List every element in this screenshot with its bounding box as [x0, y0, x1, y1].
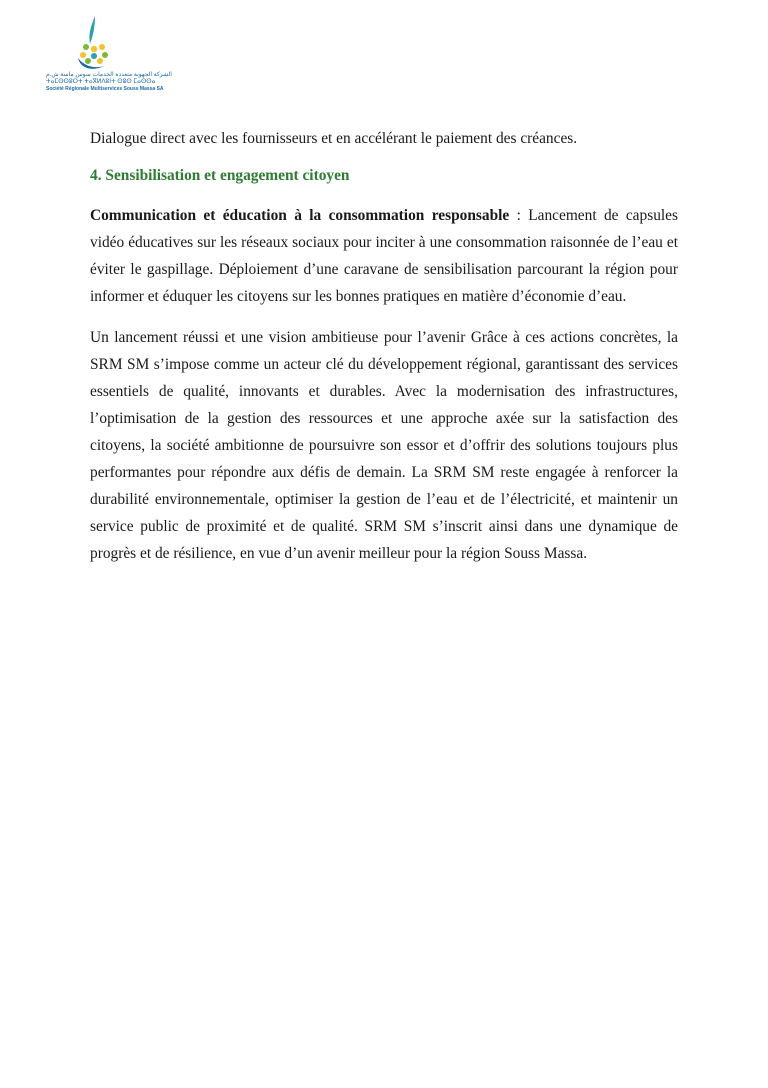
paragraph-bold-lead: Communication et éducation à la consommation responsable — [90, 207, 510, 224]
company-logo — [40, 14, 172, 94]
logo-tifinagh-name: ⵜⴰⵎⵙⵙⵓⵔⵜ ⵜⴰⴳⵍⴷⵓⵏⵜ ⵙⵓⵙ ⵎⴰⵙⵙⴰ — [46, 79, 156, 85]
paragraph-communication — [90, 202, 678, 310]
logo-emblem-icon — [74, 14, 114, 72]
logo-arabic-name: الشركة الجهوية متعددة الخدمات سوس ماسة ش.م — [46, 72, 172, 78]
document-body — [90, 127, 678, 567]
logo-french-name: Société Régionale Multiservices Souss Massa SA — [46, 86, 164, 92]
intro-line: Dialogue direct avec les fournisseurs et en accélérant le paiement des créances. — [90, 130, 578, 147]
paragraph-conclusion: Un lancement réussi et une vision ambitieuse pour l’avenir Grâce à ces actions concrètes, la SRM SM s’impose comme un acteur clé du développement régional, garantissant des services essentiels de qualité, innovants et durables. Avec la modernisation des infrastructures, l’optimisation de la gestion des ressources et une approche axée sur la satisfaction des citoyens, la société ambitionne de poursuivre son essor et d’offrir des solutions toujours plus performantes pour répondre aux défis de demain. La SRM SM reste engagée à renforcer la durabilité environnementale, optimiser la gestion de l’eau et de l’électricité, et maintenir un service public de proximité et de qualité. SRM SM s’inscrit ainsi dans une dynamique de progrès et de résilience, en vue d’un avenir meilleur pour la région Souss Massa. — [90, 329, 678, 562]
section-heading: 4. Sensibilisation et engagement citoyen — [90, 167, 350, 184]
paragraph-communication-text: : Lancement de capsules vidéo éducatives sur les réseaux sociaux pour inciter à une consommation raisonnée de l’eau et éviter le gaspillage. Déploiement d’une caravane de sensibilisation parcourant la région pour informer et éduquer les citoyens sur les bonnes pratiques en matière d’économie d’eau. — [90, 207, 678, 305]
